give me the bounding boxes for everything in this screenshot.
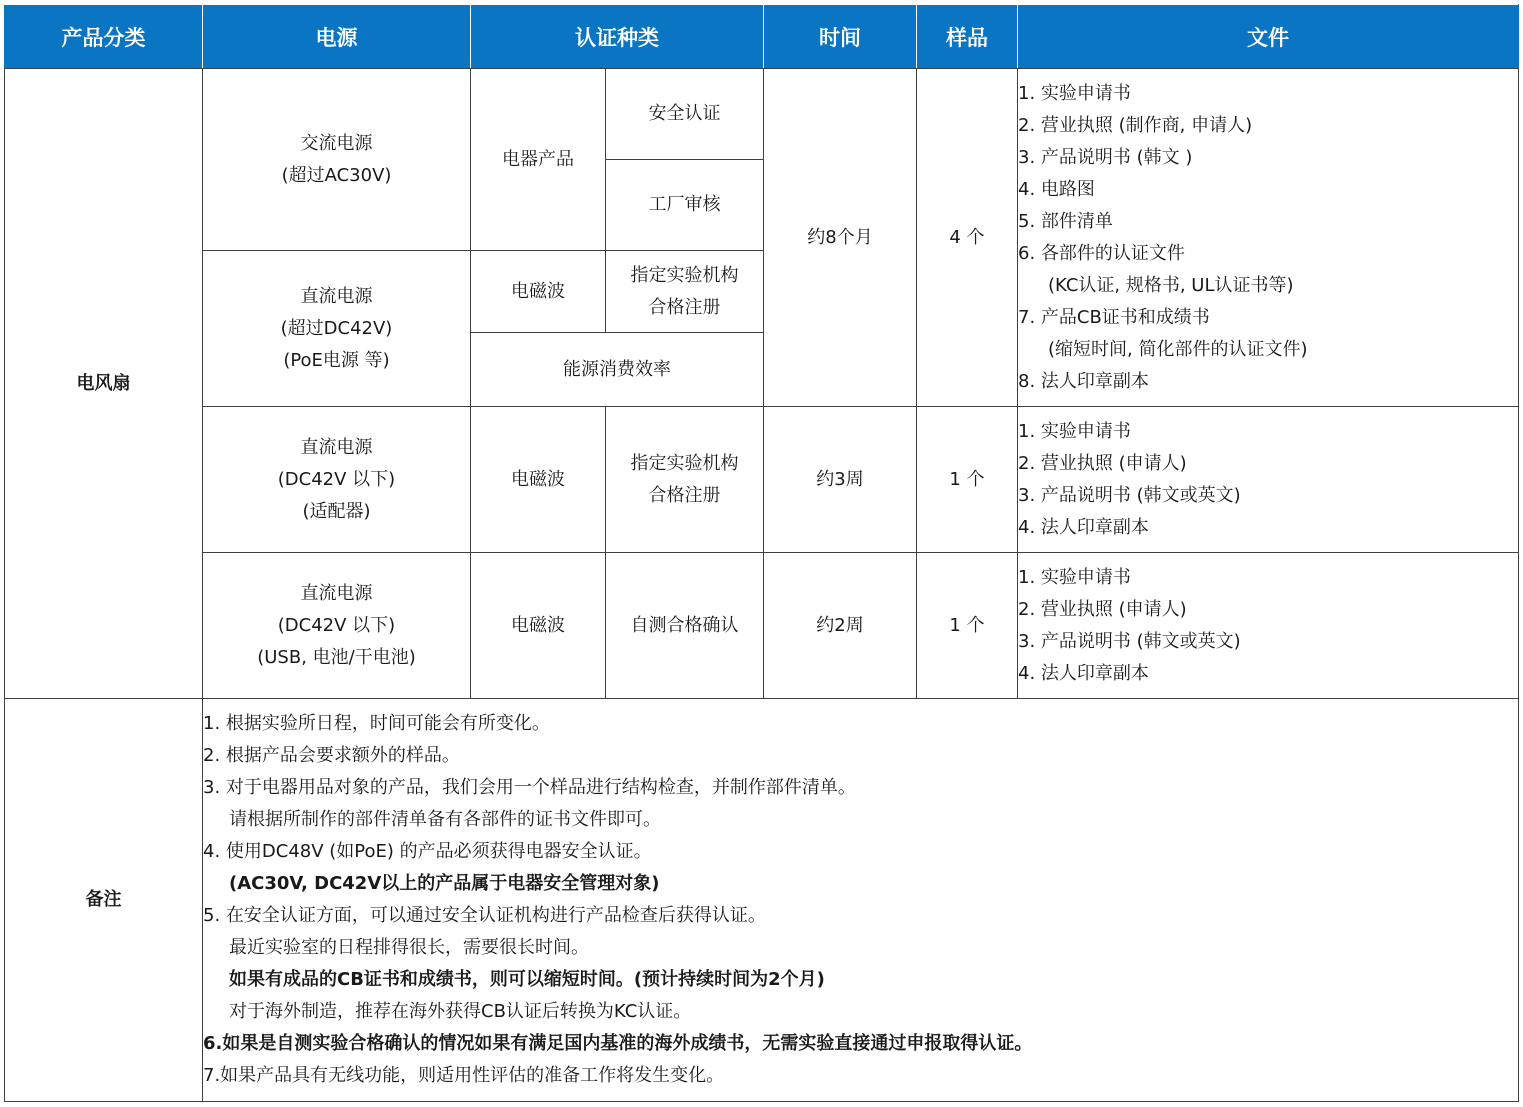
power-line: (DC42V 以下): [277, 614, 396, 636]
emc-method-cell: [606, 407, 764, 553]
document-item: 6. 各部件的认证文件: [1018, 242, 1185, 264]
samples-cell: 1 个: [917, 407, 1018, 553]
document-item: 2. 营业执照 (申请人): [1018, 452, 1187, 474]
energy-efficiency-cell: 能源消费效率: [471, 333, 764, 407]
document-item: 3. 产品说明书 (韩文或英文): [1018, 630, 1241, 652]
note-line: (AC30V, DC42V以上的产品属于电器安全管理对象): [229, 873, 660, 894]
power-line: 直流电源: [300, 436, 373, 458]
header-cert-type: 认证种类: [471, 5, 764, 69]
power-dc-line: (超过DC42V): [280, 317, 393, 339]
document-item: 3. 产品说明书 (韩文或英文): [1018, 484, 1241, 506]
emc-method-line: 指定实验机构: [630, 452, 739, 474]
power-cell: [203, 407, 471, 553]
power-ac-cell: [203, 69, 471, 251]
emc-method-line: 合格注册: [648, 484, 721, 506]
note-line: 5. 在安全认证方面，可以通过安全认证机构进行产品检查后获得认证。: [203, 905, 766, 926]
document-item: 8. 法人印章副本: [1018, 370, 1149, 392]
emc-cell: 电磁波: [471, 553, 606, 699]
document-item: 1. 实验申请书: [1018, 420, 1131, 442]
power-dc-line: 直流电源: [300, 285, 373, 307]
power-ac-line: 交流电源: [300, 132, 373, 154]
emc-cell: 电磁波: [471, 251, 606, 333]
note-line: 3. 对于电器用品对象的产品，我们会用一个样品进行结构检查，并制作部件清单。: [203, 777, 856, 798]
document-item: 4. 法人印章副本: [1018, 662, 1149, 684]
note-line: 6.如果是自测实验合格确认的情况如果有满足国内基准的海外成绩书，无需实验直接通过申报取得认证。: [203, 1033, 1033, 1054]
document-item: 5. 部件清单: [1018, 210, 1113, 232]
document-item: 4. 电路图: [1018, 178, 1095, 200]
header-time: 时间: [764, 5, 917, 69]
notes-row: [5, 699, 1519, 1102]
note-line: 7.如果产品具有无线功能，则适用性评估的准备工作将发生变化。: [203, 1065, 725, 1086]
notes-label: 备注: [5, 699, 203, 1102]
document-item: 4. 法人印章副本: [1018, 516, 1149, 538]
document-item: (缩短时间, 简化部件的认证文件): [1048, 338, 1308, 360]
table-row: [5, 553, 1519, 699]
power-cell: [203, 553, 471, 699]
document-item: 7. 产品CB证书和成绩书: [1018, 306, 1210, 328]
emc-cell: 电磁波: [471, 407, 606, 553]
note-line: 1. 根据实验所日程，时间可能会有所变化。: [203, 713, 550, 734]
time-cell: 约2周: [764, 553, 917, 699]
header-documents: 文件: [1018, 5, 1519, 69]
power-line: (USB, 电池/干电池): [257, 646, 416, 668]
certification-table: [4, 4, 1519, 1102]
header-row: [5, 5, 1519, 69]
table-row: [5, 407, 1519, 553]
power-line: (DC42V 以下): [277, 468, 396, 490]
product-category-cell: 电风扇: [5, 69, 203, 699]
power-dc-cell: [203, 251, 471, 407]
note-line: 最近实验室的日程排得很长，需要很长时间。: [229, 937, 589, 958]
samples-cell: 1 个: [917, 553, 1018, 699]
note-line: 2. 根据产品会要求额外的样品。: [203, 745, 460, 766]
emc-method-cell: 自测合格确认: [606, 553, 764, 699]
documents-cell: [1018, 553, 1519, 699]
power-line: (适配器): [302, 500, 371, 522]
note-line: 请根据所制作的部件清单备有各部件的证书文件即可。: [229, 809, 661, 830]
document-item: (KC认证, 规格书, UL认证书等): [1048, 274, 1294, 296]
power-dc-line: (PoE电源 等): [283, 349, 390, 371]
note-line: 如果有成品的CB证书和成绩书，则可以缩短时间。(预计持续时间为2个月): [229, 969, 825, 990]
header-samples: 样品: [917, 5, 1018, 69]
appliance-cell: 电器产品: [471, 69, 606, 251]
emc-method-cell: [606, 251, 764, 333]
notes-cell: [203, 699, 1519, 1102]
power-ac-line: (超过AC30V): [281, 164, 392, 186]
documents-cell: [1018, 69, 1519, 407]
header-power: 电源: [203, 5, 471, 69]
note-line: 对于海外制造，推荐在海外获得CB认证后转换为KC认证。: [229, 1001, 692, 1022]
time-cell: 约3周: [764, 407, 917, 553]
emc-method-line: 指定实验机构: [630, 264, 739, 286]
header-product-category: 产品分类: [5, 5, 203, 69]
document-item: 1. 实验申请书: [1018, 566, 1131, 588]
document-item: 2. 营业执照 (制作商, 申请人): [1018, 114, 1253, 136]
note-line: 4. 使用DC48V (如PoE) 的产品必须获得电器安全认证。: [203, 841, 652, 862]
time-cell: 约8个月: [764, 69, 917, 407]
document-item: 2. 营业执照 (申请人): [1018, 598, 1187, 620]
emc-method-line: 合格注册: [648, 296, 721, 318]
documents-cell: [1018, 407, 1519, 553]
document-item: 3. 产品说明书 (韩文 ): [1018, 146, 1193, 168]
power-line: 直流电源: [300, 582, 373, 604]
factory-audit-cell: 工厂审核: [606, 160, 764, 251]
document-item: 1. 实验申请书: [1018, 82, 1131, 104]
safety-cert-cell: 安全认证: [606, 69, 764, 160]
samples-cell: 4 个: [917, 69, 1018, 407]
